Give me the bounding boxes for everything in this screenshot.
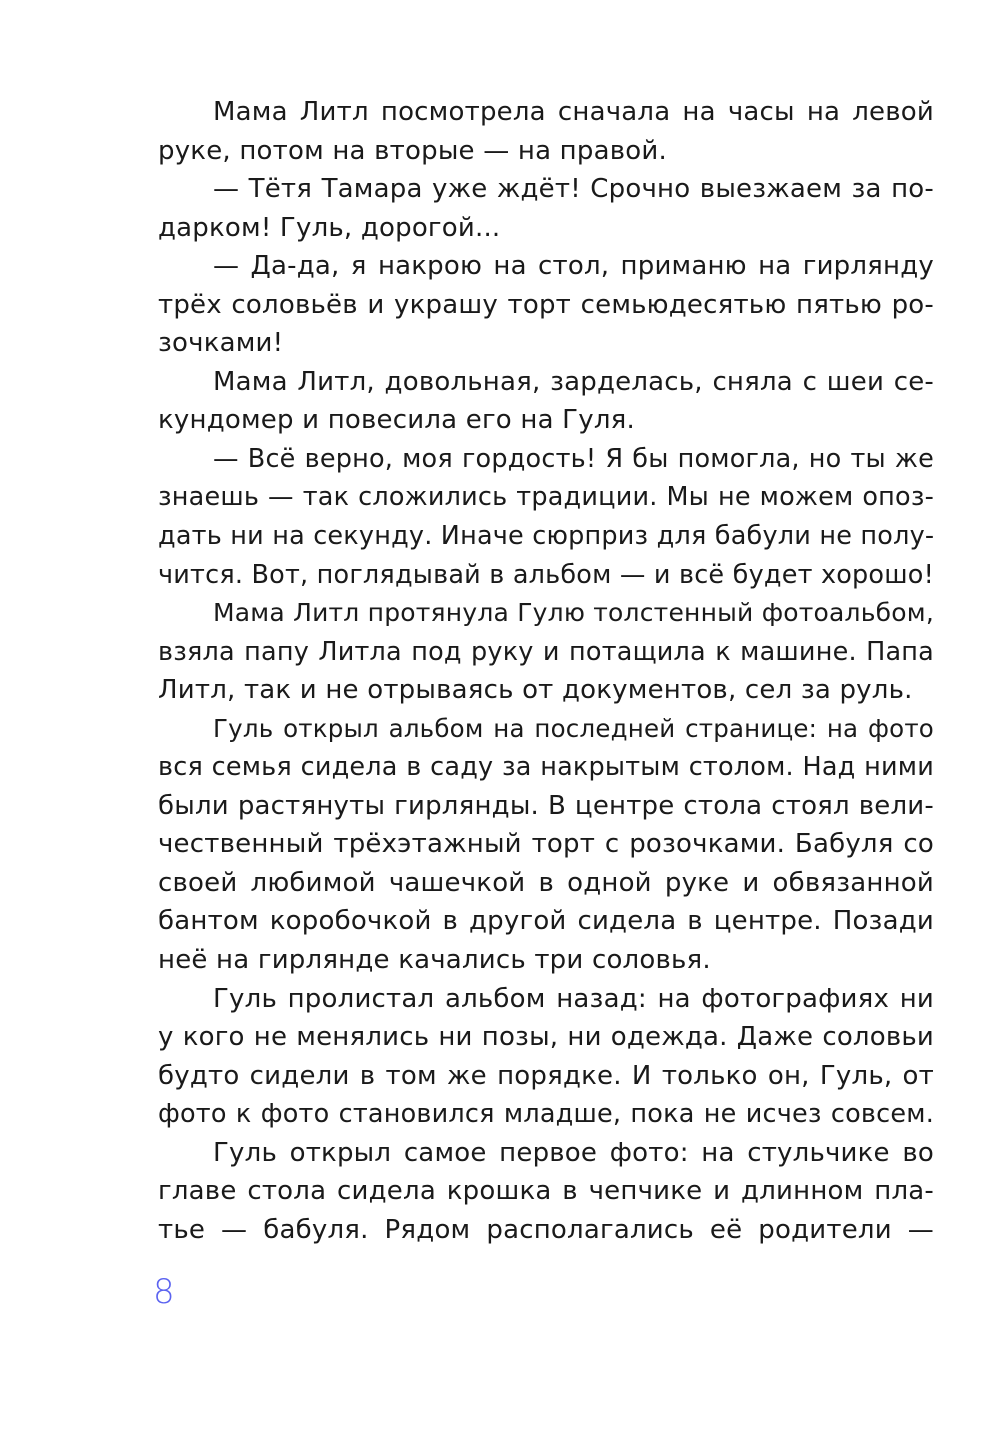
text-line: Гуль открыл альбом на последней странице: на фото — [213, 713, 934, 743]
text-line: дать ни на секунду. Иначе сюрприз для бабули не полу- — [158, 521, 935, 552]
text-line: Мама Литл посмотрела сначала на часы на левой — [213, 97, 934, 127]
text-line: взяла папу Литла под руку и потащила к машине. Папа — [158, 636, 934, 667]
text-line: Мама Литл протянула Гулю толстенный фотоальбом, — [213, 598, 934, 628]
text-line: трёх соловьёв и украшу торт семьюдесятью пятью ро- — [158, 289, 934, 320]
page-number: 8 — [153, 1272, 175, 1312]
text-line: тье — бабуля. Рядом располагались её родители — — [158, 1214, 934, 1245]
text-line: бантом коробочкой в другой сидела в центре. Позади — [158, 906, 934, 937]
text-line: фото к фото становился младше, пока не исчез совсем. — [158, 1099, 934, 1130]
text-line: были растянуты гирлянды. В центре стола стоял вели- — [158, 790, 934, 821]
text-line: главе стола сидела крошка в чепчике и длинном пла- — [158, 1176, 934, 1207]
page-body — [158, 93, 934, 1249]
text-line: — Всё верно, моя гордость! Я бы помогла, но ты же — [213, 443, 934, 474]
text-line: — Тётя Тамара уже ждёт! Срочно выезжаем за по- — [213, 174, 934, 205]
text-line: знаешь — так сложились традиции. Мы не можем опоз- — [158, 482, 934, 513]
text-line: — Да-да, я накрою на стол, приманю на гирлянду — [213, 251, 934, 282]
text-line: чественный трёхэтажный торт с розочками. Бабуля со — [158, 829, 934, 860]
text-line: Гуль открыл самое первое фото: на стульчике во — [213, 1137, 934, 1168]
text-line: неё на гирлянде качались три соловья. — [158, 945, 711, 976]
text-line: чится. Вот, поглядывай в альбом — и всё будет хорошо! — [158, 559, 934, 590]
text-line: Мама Литл, довольная, зарделась, сняла с шеи се- — [213, 366, 934, 397]
text-line: Литл, так и не отрываясь от документов, сел за руль. — [158, 675, 913, 706]
text-line: кундомер и повесила его на Гуля. — [158, 405, 635, 436]
text-line: Гуль пролистал альбом назад: на фотографиях ни — [213, 983, 934, 1014]
text-line: дарком! Гуль, дорогой... — [158, 212, 501, 243]
text-line: будто сидели в том же порядке. И только он, Гуль, от — [158, 1060, 934, 1091]
text-line: руке, потом на вторые — на правой. — [158, 135, 667, 166]
text-line: вся семья сидела в саду за накрытым столом. Над ними — [158, 752, 934, 783]
text-line: своей любимой чашечкой в одной руке и обвязанной — [158, 867, 934, 898]
text-line: у кого не менялись ни позы, ни одежда. Даже соловьи — [158, 1022, 934, 1053]
text-line: зочками! — [158, 328, 284, 359]
